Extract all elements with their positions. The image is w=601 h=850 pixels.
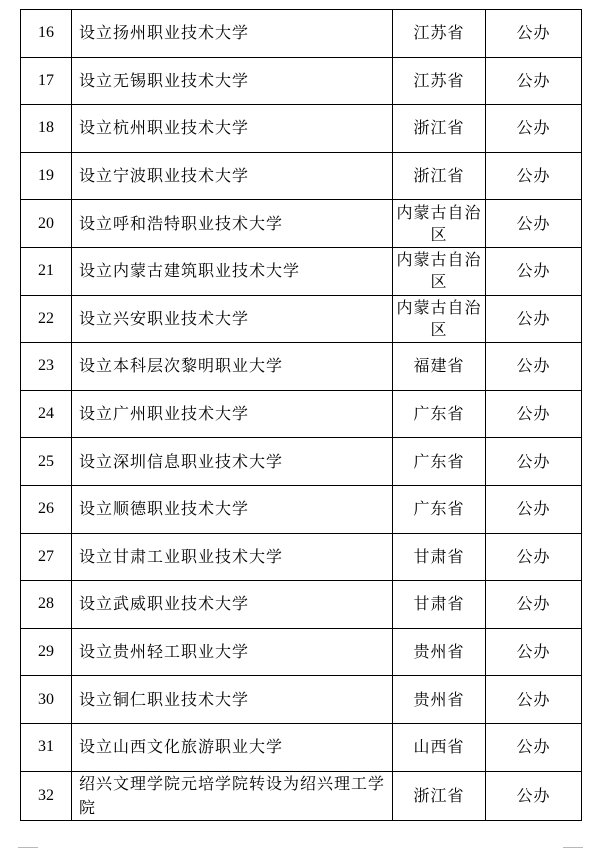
table-row [21,295,582,343]
table-row [21,438,582,486]
province-cell: 贵州省 [393,676,486,724]
province-cell: 浙江省 [393,152,486,200]
ownership-type-cell: 公办 [486,390,582,438]
table-row [21,343,582,391]
university-name: 设立山西文化旅游职业大学 [72,723,393,771]
row-number: 22 [21,295,72,343]
table-row [21,533,582,581]
ownership-type-cell: 公办 [486,485,582,533]
university-name: 设立贵州轻工职业大学 [72,628,393,676]
province-cell: 浙江省 [393,771,486,820]
province-cell: 广东省 [393,485,486,533]
table-row [21,771,582,820]
row-number: 17 [21,57,72,105]
table-row [21,200,582,248]
row-number: 16 [21,10,72,58]
row-number: 27 [21,533,72,581]
ownership-type-cell: 公办 [486,438,582,486]
table-row [21,247,582,295]
row-number: 18 [21,105,72,153]
table-row [21,152,582,200]
university-name: 设立广州职业技术大学 [72,390,393,438]
ownership-type-cell: 公办 [486,676,582,724]
university-name: 设立兴安职业技术大学 [72,295,393,343]
university-name: 设立内蒙古建筑职业技术大学 [72,247,393,295]
row-number: 29 [21,628,72,676]
ownership-type-cell: 公办 [486,10,582,58]
province-cell: 福建省 [393,343,486,391]
university-name: 设立深圳信息职业技术大学 [72,438,393,486]
university-name: 设立铜仁职业技术大学 [72,676,393,724]
ownership-type-cell: 公办 [486,247,582,295]
row-number: 20 [21,200,72,248]
university-name: 设立宁波职业技术大学 [72,152,393,200]
province-cell: 广东省 [393,390,486,438]
university-name: 设立甘肃工业职业技术大学 [72,533,393,581]
row-number: 24 [21,390,72,438]
university-name: 设立武威职业技术大学 [72,581,393,629]
ownership-type-cell: 公办 [486,200,582,248]
table-row [21,390,582,438]
row-number: 26 [21,485,72,533]
university-name: 设立扬州职业技术大学 [72,10,393,58]
table-row [21,581,582,629]
row-number: 19 [21,152,72,200]
province-cell: 江苏省 [393,57,486,105]
page-margin-mark [563,847,583,848]
ownership-type-cell: 公办 [486,581,582,629]
row-number: 25 [21,438,72,486]
province-cell: 广东省 [393,438,486,486]
table-row [21,676,582,724]
ownership-type-cell: 公办 [486,723,582,771]
table-row [21,105,582,153]
ownership-type-cell: 公办 [486,343,582,391]
university-name: 设立呼和浩特职业技术大学 [72,200,393,248]
university-list-table [20,9,582,821]
row-number: 32 [21,771,72,820]
row-number: 31 [21,723,72,771]
table-row [21,10,582,58]
table-row [21,628,582,676]
table-row [21,57,582,105]
province-cell: 内蒙古自治区 [393,295,486,343]
ownership-type-cell: 公办 [486,105,582,153]
page-margin-mark [18,847,38,848]
university-name: 设立本科层次黎明职业大学 [72,343,393,391]
province-cell: 贵州省 [393,628,486,676]
table-row [21,723,582,771]
province-cell: 内蒙古自治区 [393,247,486,295]
province-cell: 甘肃省 [393,581,486,629]
ownership-type-cell: 公办 [486,533,582,581]
row-number: 21 [21,247,72,295]
university-name: 设立顺德职业技术大学 [72,485,393,533]
ownership-type-cell: 公办 [486,57,582,105]
row-number: 23 [21,343,72,391]
university-name: 设立杭州职业技术大学 [72,105,393,153]
ownership-type-cell: 公办 [486,628,582,676]
province-cell: 内蒙古自治区 [393,200,486,248]
row-number: 30 [21,676,72,724]
ownership-type-cell: 公办 [486,152,582,200]
province-cell: 浙江省 [393,105,486,153]
university-name: 设立无锡职业技术大学 [72,57,393,105]
table-row [21,485,582,533]
province-cell: 甘肃省 [393,533,486,581]
province-cell: 江苏省 [393,10,486,58]
ownership-type-cell: 公办 [486,771,582,820]
ownership-type-cell: 公办 [486,295,582,343]
row-number: 28 [21,581,72,629]
university-name: 绍兴文理学院元培学院转设为绍兴理工学院 [72,771,393,820]
province-cell: 山西省 [393,723,486,771]
